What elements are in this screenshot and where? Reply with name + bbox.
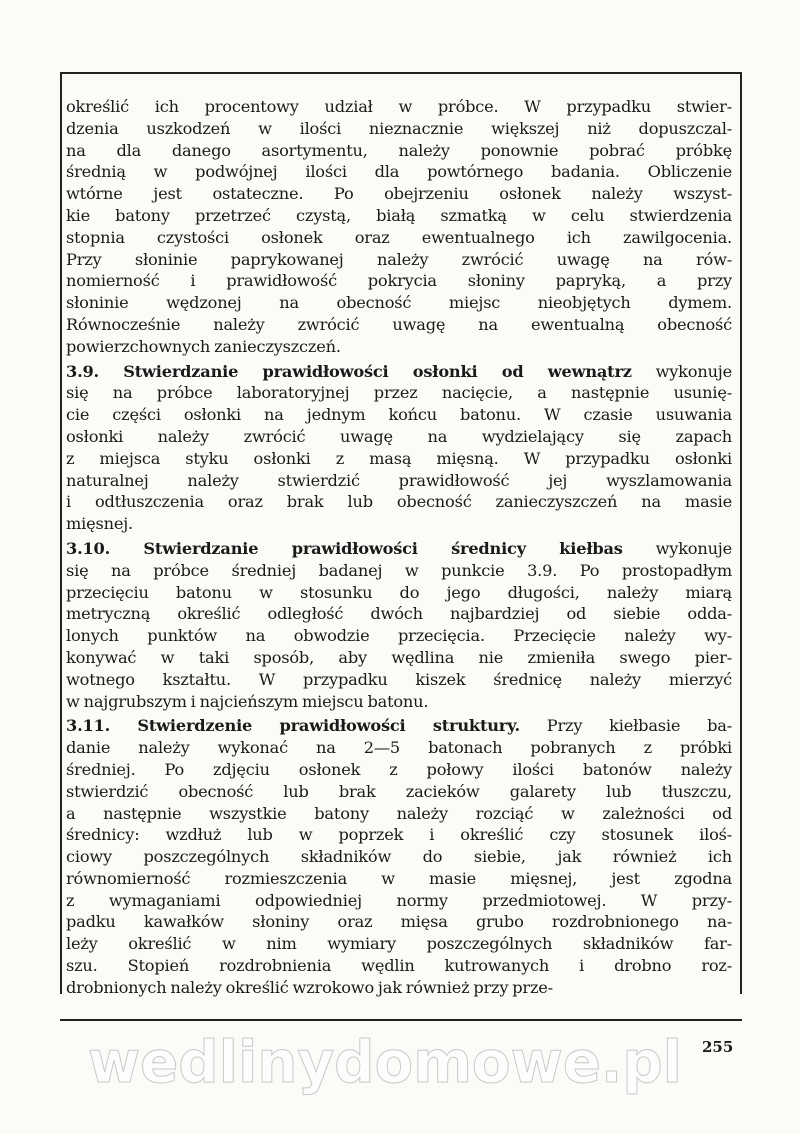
text-line: z wymaganiami odpowiedniej normy przedmiotowej. W przy- bbox=[66, 890, 732, 910]
text-line: stwierdzić obecność lub brak zacieków galarety lub tłuszczu, bbox=[66, 781, 732, 801]
text-line: się na próbce średniej badanej w punkcie 3.9. Po prostopadłym bbox=[66, 560, 732, 580]
text-line: padku kawałków słoniny oraz mięsa grubo rozdrobnionego na- bbox=[66, 912, 732, 932]
text-line: i odtłuszczenia oraz brak lub obecność zanieczyszczeń na masie bbox=[66, 492, 732, 512]
text-line: lonych punktów na obwodzie przecięcia. Przecięcie należy wy- bbox=[66, 626, 732, 646]
text-line: się na próbce laboratoryjnej przez nacięcie, a następnie usunię- bbox=[66, 383, 732, 403]
text-line-rest: Przy kiełbasie ba- bbox=[519, 716, 732, 736]
text-line: dzenia uszkodzeń w ilości nieznacznie większej niż dopuszczal- bbox=[66, 118, 732, 138]
text-line: osłonki należy zwrócić uwagę na wydzielający się zapach bbox=[66, 426, 732, 446]
section-heading: 3.10. Stwierdzanie prawidłowości średnicy kiełbas bbox=[66, 538, 623, 558]
page-number: 255 bbox=[702, 1038, 734, 1056]
text-line: określić ich procentowy udział w próbce. W przypadku stwier- bbox=[66, 97, 732, 116]
text-line: przecięciu batonu w stosunku do jego długości, należy miarą bbox=[66, 582, 732, 602]
text-line: danie należy wykonać na 2—5 batonach pobranych z próbki bbox=[66, 738, 732, 758]
text-line bbox=[66, 538, 732, 560]
text-line-rest: wykonuje bbox=[631, 361, 732, 381]
section-3-9 bbox=[66, 361, 732, 535]
text-line: konywać w taki sposób, aby wędlina nie zmieniła swego pier- bbox=[66, 647, 732, 667]
text-line: średnią w podwójnej ilości dla powtórnego badania. Obliczenie bbox=[66, 162, 732, 182]
section-3-10 bbox=[66, 538, 732, 712]
text-line: cie części osłonki na jednym końcu batonu. W czasie usuwania bbox=[66, 405, 732, 425]
section-heading: 3.9. Stwierdzanie prawidłowości osłonki od wewnątrz bbox=[66, 361, 632, 381]
text-line: nomierność i prawidłowość pokrycia słoniny papryką, a przy bbox=[66, 271, 732, 291]
paragraph-continued bbox=[66, 96, 732, 358]
section-3-11 bbox=[66, 715, 732, 998]
text-line: leży określić w nim wymiary poszczególnych składników far- bbox=[66, 934, 732, 954]
text-line: ciowy poszczególnych składników do siebie, jak również ich bbox=[66, 847, 732, 867]
text-line: Przy słoninie paprykowanej należy zwrócić uwagę na rów- bbox=[66, 249, 732, 269]
section-heading: 3.11. Stwierdzenie prawidłowości struktury. bbox=[66, 716, 520, 736]
text-line: stopnia czystości osłonek oraz ewentualnego ich zawilgocenia. bbox=[66, 227, 732, 247]
text-line bbox=[66, 361, 732, 383]
text-line: w najgrubszym i najcieńszym miejscu batonu. bbox=[66, 691, 429, 711]
text-line-rest: wykonuje bbox=[622, 538, 733, 558]
text-line: wtórne jest ostateczne. Po obejrzeniu osłonek należy wszyst- bbox=[66, 184, 732, 204]
text-line: równomierność rozmieszczenia w masie mięsnej, jest zgodna bbox=[66, 868, 732, 888]
watermark-text: wedlinydomowe.pl bbox=[88, 1028, 682, 1096]
watermark-bottom bbox=[88, 1026, 684, 1096]
text-line: szu. Stopień rozdrobnienia wędlin kutrowanych i drobno roz- bbox=[66, 956, 732, 976]
text-line: drobnionych należy określić wzrokowo jak również przy prze- bbox=[66, 977, 553, 997]
text-line: średniej. Po zdjęciu osłonek z połowy ilości batonów należy bbox=[66, 759, 732, 779]
text-line: powierzchownych zanieczyszczeń. bbox=[66, 336, 341, 356]
body-text bbox=[66, 96, 732, 1002]
text-line: kie batony przetrzeć czystą, białą szmatką w celu stwierdzenia bbox=[66, 205, 732, 225]
text-line bbox=[66, 715, 732, 737]
text-line: na dla danego asortymentu, należy ponownie pobrać próbkę bbox=[66, 140, 732, 160]
text-line: słoninie wędzonej na obecność miejsc nieobjętych dymem. bbox=[66, 293, 732, 313]
text-line: a następnie wszystkie batony należy rozciąć w zależności od bbox=[66, 803, 732, 823]
text-line: Równocześnie należy zwrócić uwagę na ewentualną obecność bbox=[66, 314, 732, 334]
text-line: mięsnej. bbox=[66, 514, 133, 534]
text-line: wotnego kształtu. W przypadku kiszek średnicę należy mierzyć bbox=[66, 669, 732, 689]
text-line: średnicy: wzdłuż lub w poprzek i określić czy stosunek iloś- bbox=[66, 825, 732, 845]
text-line: naturalnej należy stwierdzić prawidłowość jej wyszlamowania bbox=[66, 470, 732, 490]
text-line: metryczną określić odległość dwóch najbardziej od siebie odda- bbox=[66, 604, 732, 624]
page-frame-bottom-rule bbox=[60, 1019, 742, 1021]
text-line: z miejsca styku osłonki z masą mięsną. W przypadku osłonki bbox=[66, 448, 732, 468]
